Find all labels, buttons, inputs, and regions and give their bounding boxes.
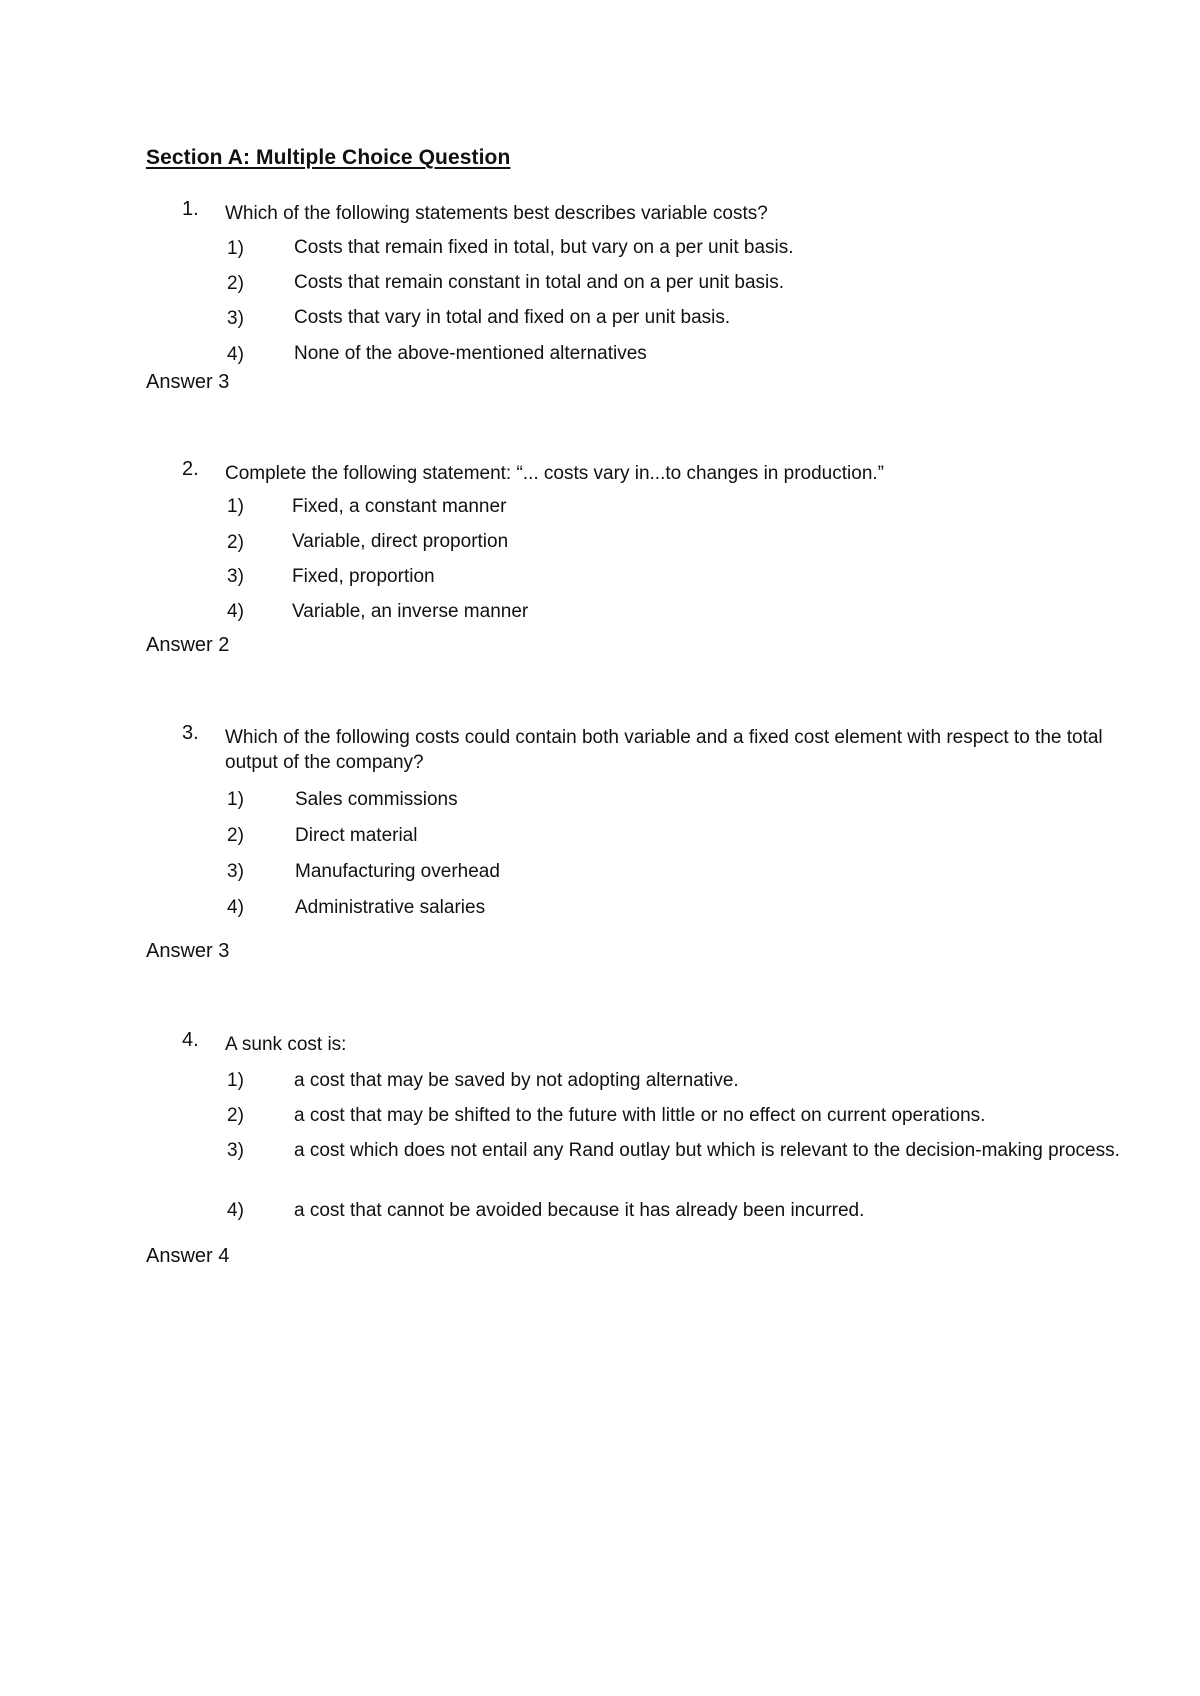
option-number: 4) <box>227 344 244 365</box>
question-text: Which of the following costs could contain both variable and a fixed cost element with respect to the total output of the company? <box>225 727 1103 773</box>
option-text: Direct material <box>295 825 418 846</box>
question-text: Which of the following statements best describes variable costs? <box>225 203 768 224</box>
option-number: 2) <box>227 1105 244 1126</box>
option-text: Fixed, proportion <box>292 566 435 587</box>
option-text: Variable, direct proportion <box>292 531 509 552</box>
option-number: 3) <box>227 308 244 329</box>
option-number: 4) <box>227 601 244 622</box>
question-text: A sunk cost is: <box>225 1034 347 1055</box>
option-number: 3) <box>227 566 244 587</box>
question-number: 1. <box>182 198 199 220</box>
option-number: 3) <box>227 861 244 882</box>
option-number: 1) <box>227 238 244 259</box>
question-text: Complete the following statement: “... costs vary in...to changes in production.” <box>225 463 884 484</box>
option-number: 4) <box>227 897 244 918</box>
option-text: a cost that cannot be avoided because it has already been incurred. <box>294 1200 865 1221</box>
option-number: 2) <box>227 825 244 846</box>
option-number: 2) <box>227 532 244 553</box>
option-text: Fixed, a constant manner <box>292 496 507 517</box>
option-text: None of the above-mentioned alternatives <box>294 343 647 364</box>
answer-label: Answer 3 <box>146 940 230 962</box>
option-number: 3) <box>227 1140 244 1161</box>
option-number: 1) <box>227 496 244 517</box>
option-text: Costs that remain fixed in total, but vary on a per unit basis. <box>294 237 794 258</box>
option-text: a cost which does not entail any Rand outlay but which is relevant to the decision-making process. <box>294 1140 1120 1161</box>
question-number: 2. <box>182 458 199 480</box>
option-text: a cost that may be shifted to the future with little or no effect on current operations. <box>294 1105 986 1126</box>
answer-label: Answer 4 <box>146 1245 230 1267</box>
option-text: Manufacturing overhead <box>295 861 500 882</box>
option-number: 2) <box>227 273 244 294</box>
question-number: 3. <box>182 722 199 744</box>
option-number: 1) <box>227 1070 244 1091</box>
answer-label: Answer 3 <box>146 371 230 393</box>
option-text: Costs that vary in total and fixed on a per unit basis. <box>294 307 731 328</box>
option-text: Sales commissions <box>295 789 458 810</box>
option-number: 1) <box>227 789 244 810</box>
option-text: a cost that may be saved by not adopting alternative. <box>294 1070 739 1091</box>
question-number: 4. <box>182 1029 199 1051</box>
option-text: Costs that remain constant in total and on a per unit basis. <box>294 272 785 293</box>
option-text: Variable, an inverse manner <box>292 601 529 622</box>
option-text: Administrative salaries <box>295 897 486 918</box>
answer-label: Answer 2 <box>146 634 230 656</box>
section-title: Section A: Multiple Choice Question <box>146 146 511 169</box>
option-number: 4) <box>227 1200 244 1221</box>
